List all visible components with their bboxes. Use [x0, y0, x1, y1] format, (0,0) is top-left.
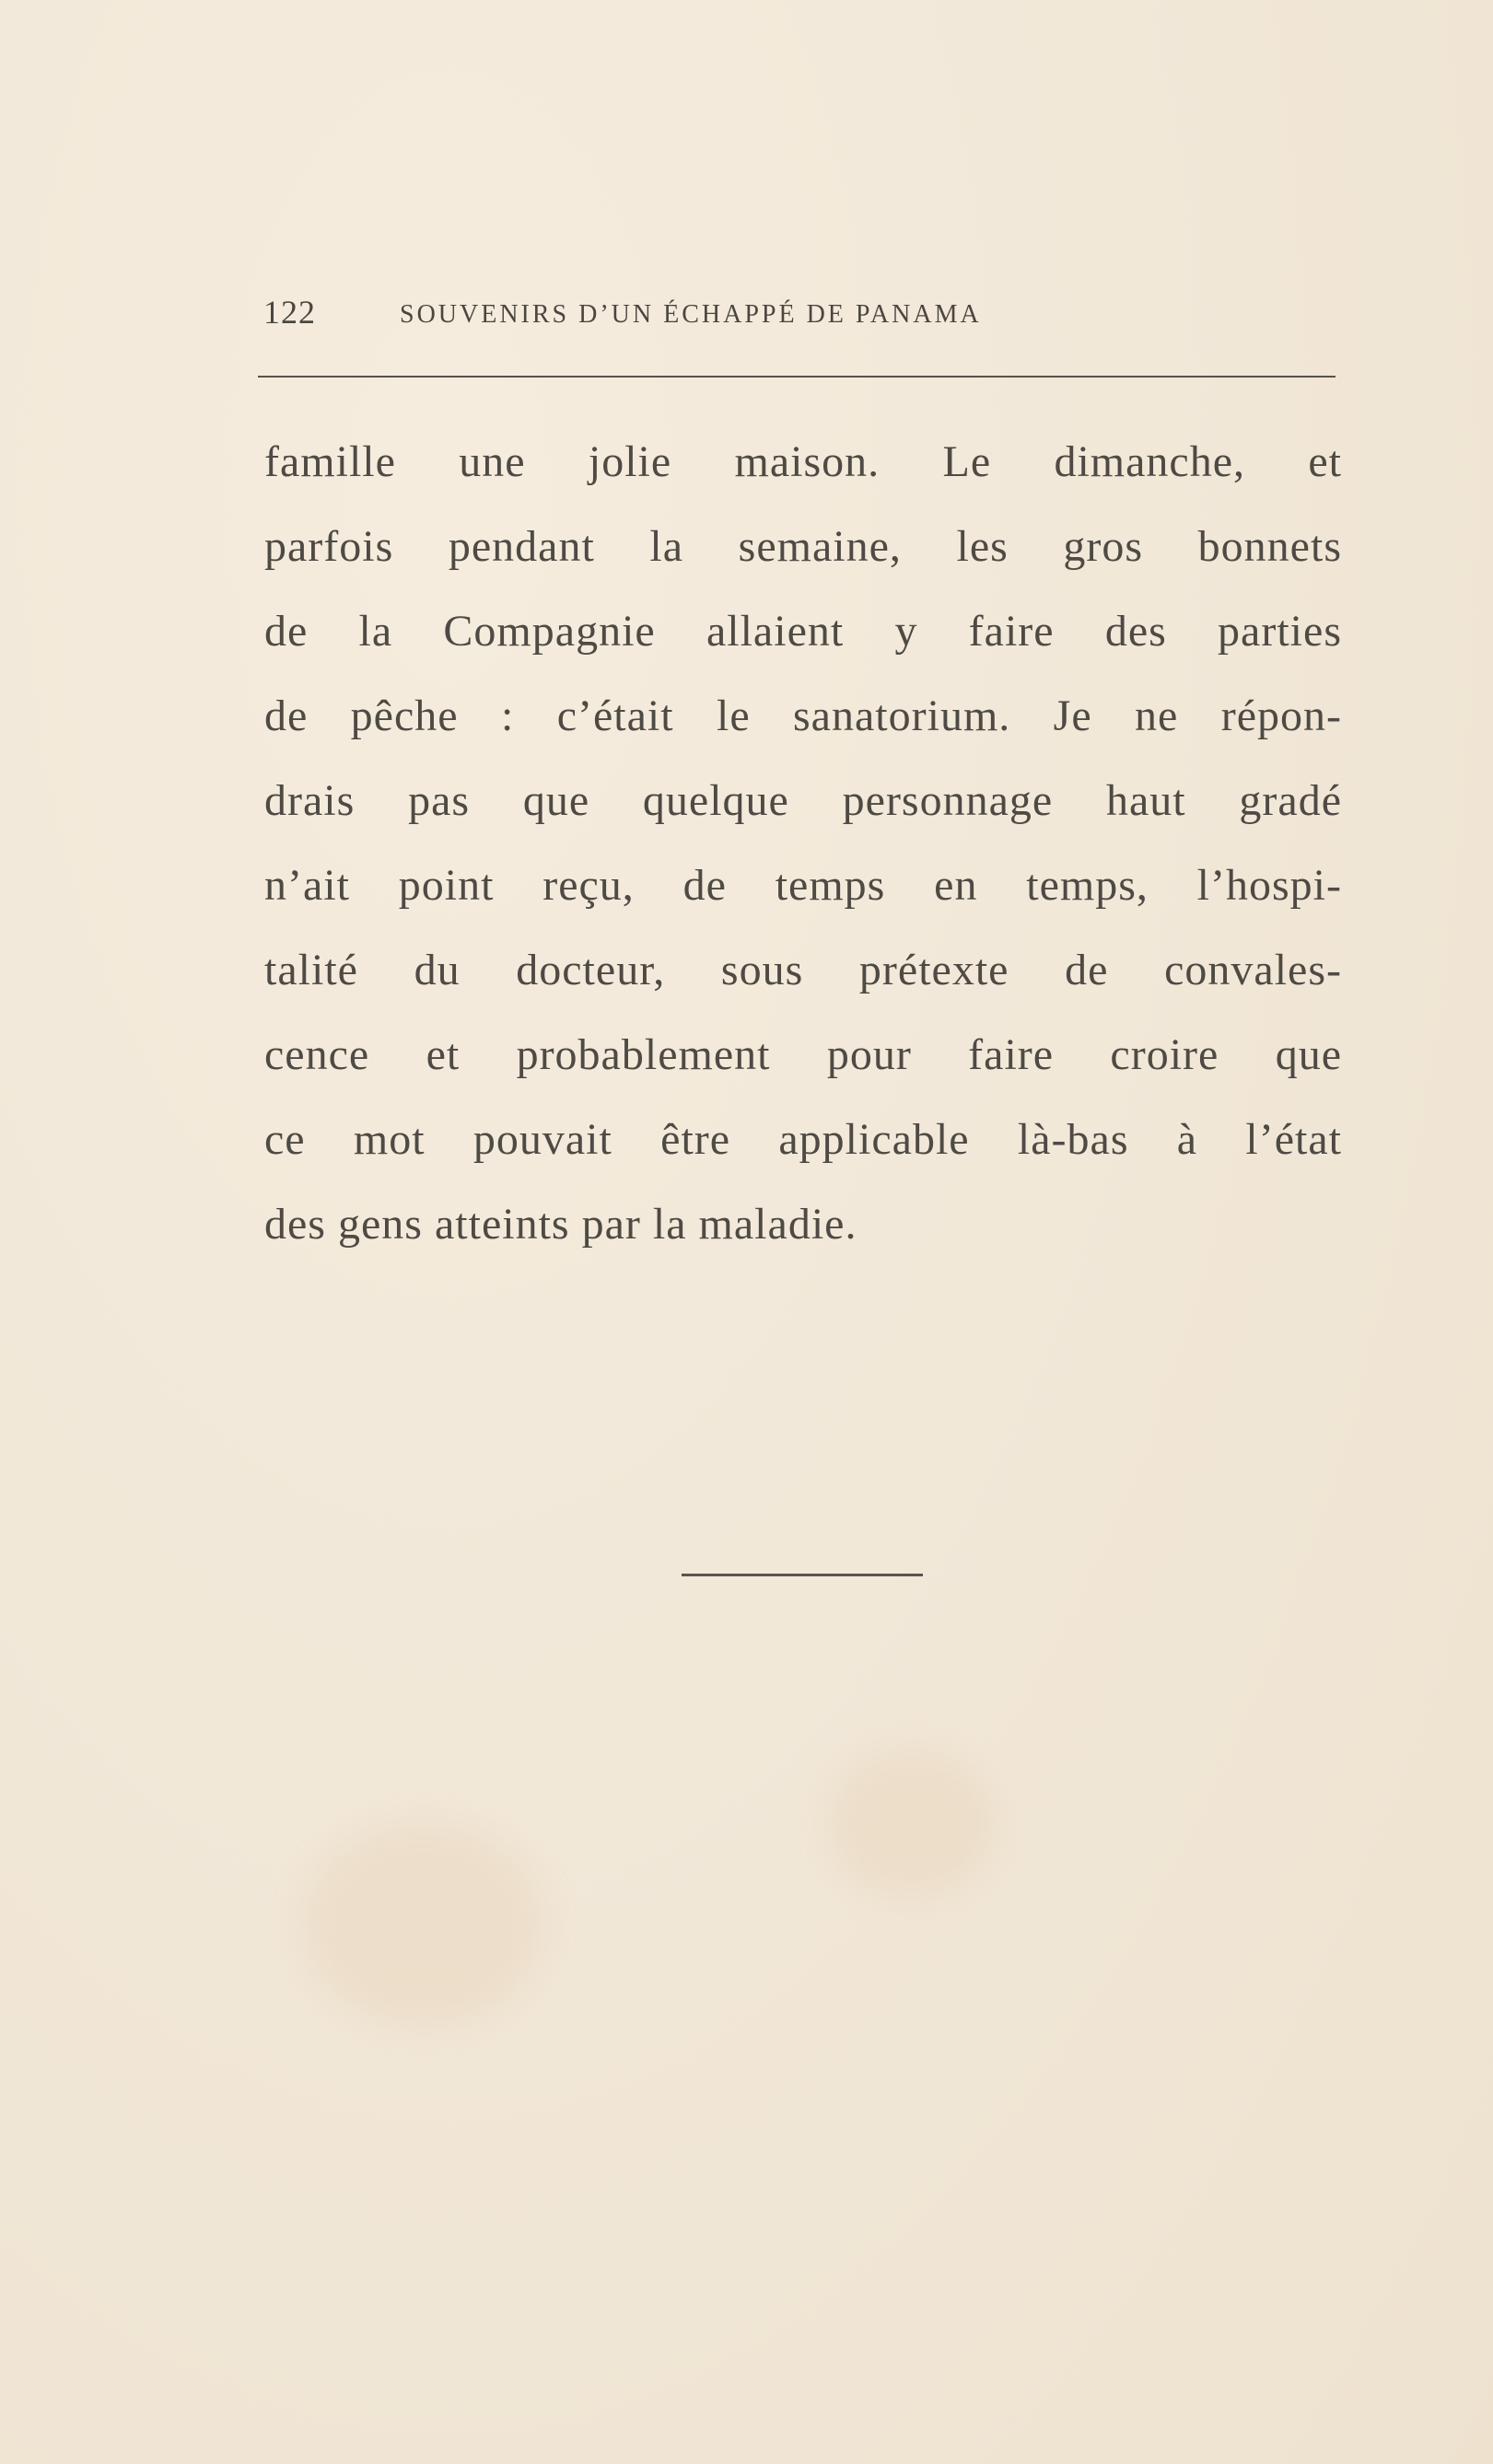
header-rule	[258, 376, 1336, 378]
page-number: 122	[263, 294, 316, 331]
text-line: de la Compagnie allaient y faire des parties	[264, 607, 1342, 656]
text-line: de pêche : c’était le sanatorium. Je ne répon-	[264, 692, 1342, 740]
end-of-chapter-rule	[682, 1574, 923, 1576]
text-line: parfois pendant la semaine, les gros bonnets	[264, 522, 1342, 571]
paper-stain	[304, 1823, 543, 2026]
text-line: des gens atteints par la maladie.	[264, 1200, 857, 1249]
text-line: talité du docteur, sous prétexte de convales-	[264, 946, 1342, 994]
text-line: famille une jolie maison. Le dimanche, et	[264, 437, 1342, 486]
running-header	[258, 293, 1336, 339]
paper-stain	[829, 1749, 995, 1897]
text-line: drais pas que quelque personnage haut gradé	[264, 776, 1342, 825]
running-title: SOUVENIRS D’UN ÉCHAPPÉ DE PANAMA	[400, 300, 982, 329]
body-paragraph	[264, 425, 1342, 1273]
text-line: ce mot pouvait être applicable là-bas à l’état	[264, 1115, 1342, 1164]
text-line: cence et probablement pour faire croire que	[264, 1030, 1342, 1079]
text-line: n’ait point reçu, de temps en temps, l’hospi-	[264, 861, 1342, 910]
